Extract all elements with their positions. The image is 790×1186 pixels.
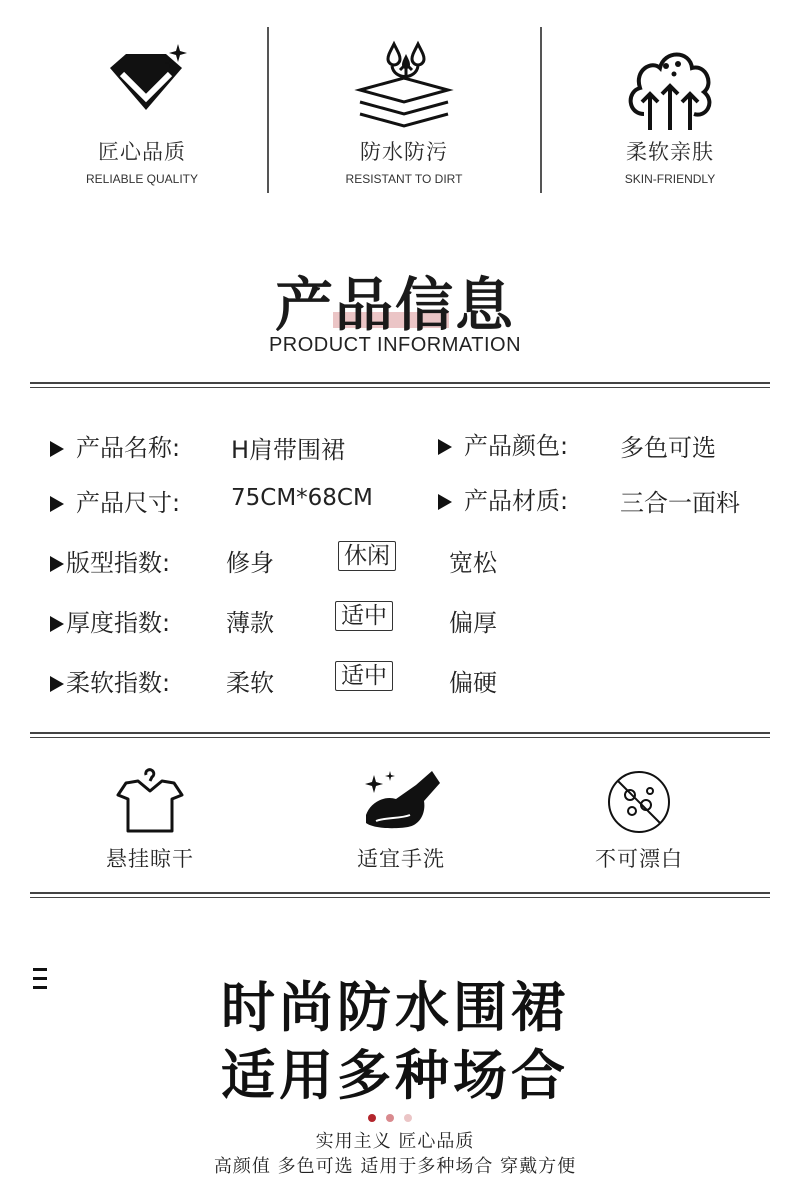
index-option: 偏厚 [449, 609, 497, 637]
breathable-tree-icon [620, 40, 720, 132]
info-color-row [438, 426, 568, 461]
info-value: 三合一面料 [620, 489, 740, 517]
feature-subtitle: SKIN-FRIENDLY [624, 172, 716, 186]
divider [30, 897, 770, 898]
triangle-bullet-icon [438, 494, 452, 510]
index-option: 柔软 [226, 669, 274, 697]
index-softness-label: 柔软指数: [50, 663, 170, 698]
feature-quality [42, 40, 242, 186]
decor-dot [386, 1114, 394, 1122]
info-label: 产品材质: [464, 487, 569, 515]
no-bleach-icon [606, 769, 672, 835]
triangle-bullet-icon [50, 496, 64, 512]
slogan-line-1: 时尚防水围裙 [221, 976, 569, 1039]
care-label: 适宜手洗 [357, 847, 445, 871]
section-title: 产品信息 [274, 271, 515, 339]
triangle-bullet-icon [438, 439, 452, 455]
feature-subtitle: RELIABLE QUALITY [85, 172, 199, 186]
diamond-icon [92, 40, 192, 132]
info-value: 多色可选 [620, 434, 716, 462]
divider [267, 27, 269, 193]
index-option-selected: 休闲 [338, 541, 396, 571]
divider [30, 387, 770, 388]
info-label: 产品颜色: [464, 432, 569, 460]
divider [30, 382, 770, 384]
index-option-selected: 适中 [335, 601, 393, 631]
index-fit-label: 版型指数: [50, 543, 170, 578]
feature-skin-friendly [570, 40, 770, 186]
index-option: 宽松 [449, 549, 497, 577]
info-value: H肩带围裙 [231, 436, 346, 464]
slogan-sub-1: 实用主义 匠心品质 [315, 1131, 475, 1152]
info-label: 产品名称: [76, 434, 181, 462]
care-label: 不可漂白 [595, 847, 683, 871]
feature-waterproof [304, 40, 504, 186]
info-name-row [50, 428, 180, 463]
care-hand-wash [301, 765, 501, 873]
triangle-bullet-icon [50, 616, 64, 632]
slogan-line-2: 适用多种场合 [221, 1044, 569, 1107]
feature-title: 柔软亲肤 [626, 140, 714, 164]
info-size-row [50, 483, 180, 518]
hand-wash-icon [360, 765, 442, 835]
index-option-selected: 适中 [335, 661, 393, 691]
info-value: 75CM*68CM [231, 485, 373, 511]
divider [30, 732, 770, 734]
index-option: 修身 [226, 549, 274, 577]
section-subtitle: PRODUCT INFORMATION [268, 334, 522, 356]
index-option: 偏硬 [449, 669, 497, 697]
triangle-bullet-icon [50, 441, 64, 457]
slogan-sub-2: 高颜值 多色可选 适用于多种场合 穿戴方便 [213, 1156, 577, 1177]
divider [30, 892, 770, 894]
index-thickness-label: 厚度指数: [50, 603, 170, 638]
feature-title: 匠心品质 [98, 140, 186, 164]
triangle-bullet-icon [50, 676, 64, 692]
hanging-shirt-icon [114, 765, 186, 835]
feature-subtitle: RESISTANT TO DIRT [345, 172, 463, 186]
triangle-bullet-icon [50, 556, 64, 572]
info-material-row [438, 481, 568, 516]
care-label: 悬挂晾干 [106, 847, 194, 871]
feature-title: 防水防污 [360, 140, 448, 164]
decor-dot [368, 1114, 376, 1122]
divider [30, 737, 770, 738]
care-hang-dry [50, 765, 250, 873]
info-label: 产品尺寸: [76, 489, 181, 517]
waterproof-layers-icon [354, 40, 454, 132]
care-no-bleach [539, 765, 739, 873]
divider [540, 27, 542, 193]
index-option: 薄款 [226, 609, 274, 637]
decor-dot [404, 1114, 412, 1122]
